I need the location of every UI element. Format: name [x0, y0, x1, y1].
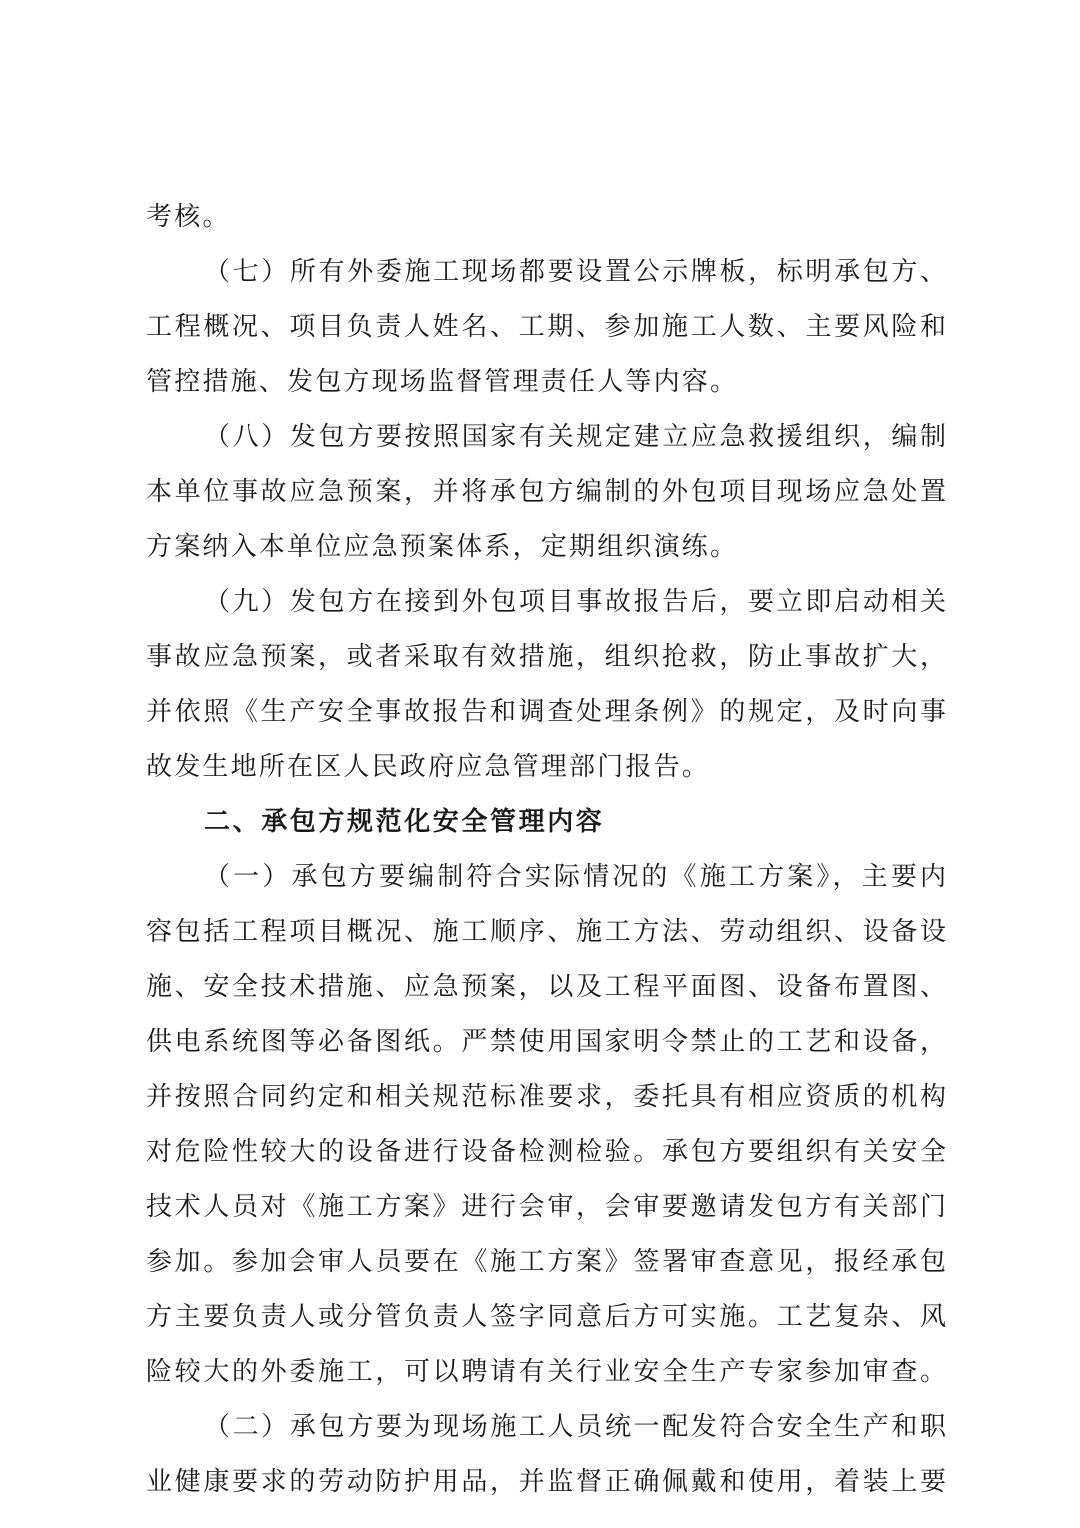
paragraph-line: 业健康要求的劳动防护用品，并监督正确佩戴和使用，着装上要 [146, 1467, 946, 1497]
paragraph-line: （九）发包方在接到外包项目事故报告后，要立即启动相关 [204, 587, 946, 617]
paragraph-line: 并依照《生产安全事故报告和调查处理条例》的规定，及时向事 [146, 697, 946, 727]
paragraph-line: （二）承包方要为现场施工人员统一配发符合安全生产和职 [204, 1412, 946, 1442]
paragraph-line: 参加。参加会审人员要在《施工方案》签署审查意见，报经承包 [146, 1247, 946, 1277]
paragraph-line: 本单位事故应急预案，并将承包方编制的外包项目现场应急处置 [146, 477, 946, 507]
section-heading: 二、承包方规范化安全管理内容 [204, 807, 605, 837]
paragraph-line: 容包括工程项目概况、施工顺序、施工方法、劳动组织、设备设 [146, 917, 946, 947]
paragraph-line: （七）所有外委施工现场都要设置公示牌板，标明承包方、 [204, 257, 946, 287]
paragraph-line: 险较大的外委施工，可以聘请有关行业安全生产专家参加审查。 [146, 1357, 946, 1387]
paragraph-line: 考核。 [146, 202, 231, 232]
paragraph-line: （一）承包方要编制符合实际情况的《施工方案》，主要内 [204, 862, 946, 892]
paragraph-line: （八）发包方要按照国家有关规定建立应急救援组织，编制 [204, 422, 946, 452]
paragraph-line: 故发生地所在区人民政府应急管理部门报告。 [146, 752, 711, 782]
paragraph-line: 施、安全技术措施、应急预案，以及工程平面图、设备布置图、 [146, 972, 946, 1002]
paragraph-line: 事故应急预案，或者采取有效措施，组织抢救，防止事故扩大， [146, 642, 946, 672]
paragraph-line: 方案纳入本单位应急预案体系，定期组织演练。 [146, 532, 739, 562]
paragraph-line: 供电系统图等必备图纸。严禁使用国家明令禁止的工艺和设备， [146, 1027, 946, 1057]
paragraph-line: 并按照合同约定和相关规范标准要求，委托具有相应资质的机构 [146, 1082, 946, 1112]
paragraph-line: 技术人员对《施工方案》进行会审，会审要邀请发包方有关部门 [146, 1192, 946, 1222]
paragraph-line: 工程概况、项目负责人姓名、工期、参加施工人数、主要风险和 [146, 312, 946, 342]
document-body [146, 190, 946, 1510]
paragraph-line: 方主要负责人或分管负责人签字同意后方可实施。工艺复杂、风 [146, 1302, 946, 1332]
paragraph-line: 管控措施、发包方现场监督管理责任人等内容。 [146, 367, 739, 397]
paragraph-line: 对危险性较大的设备进行设备检测检验。承包方要组织有关安全 [146, 1137, 946, 1167]
